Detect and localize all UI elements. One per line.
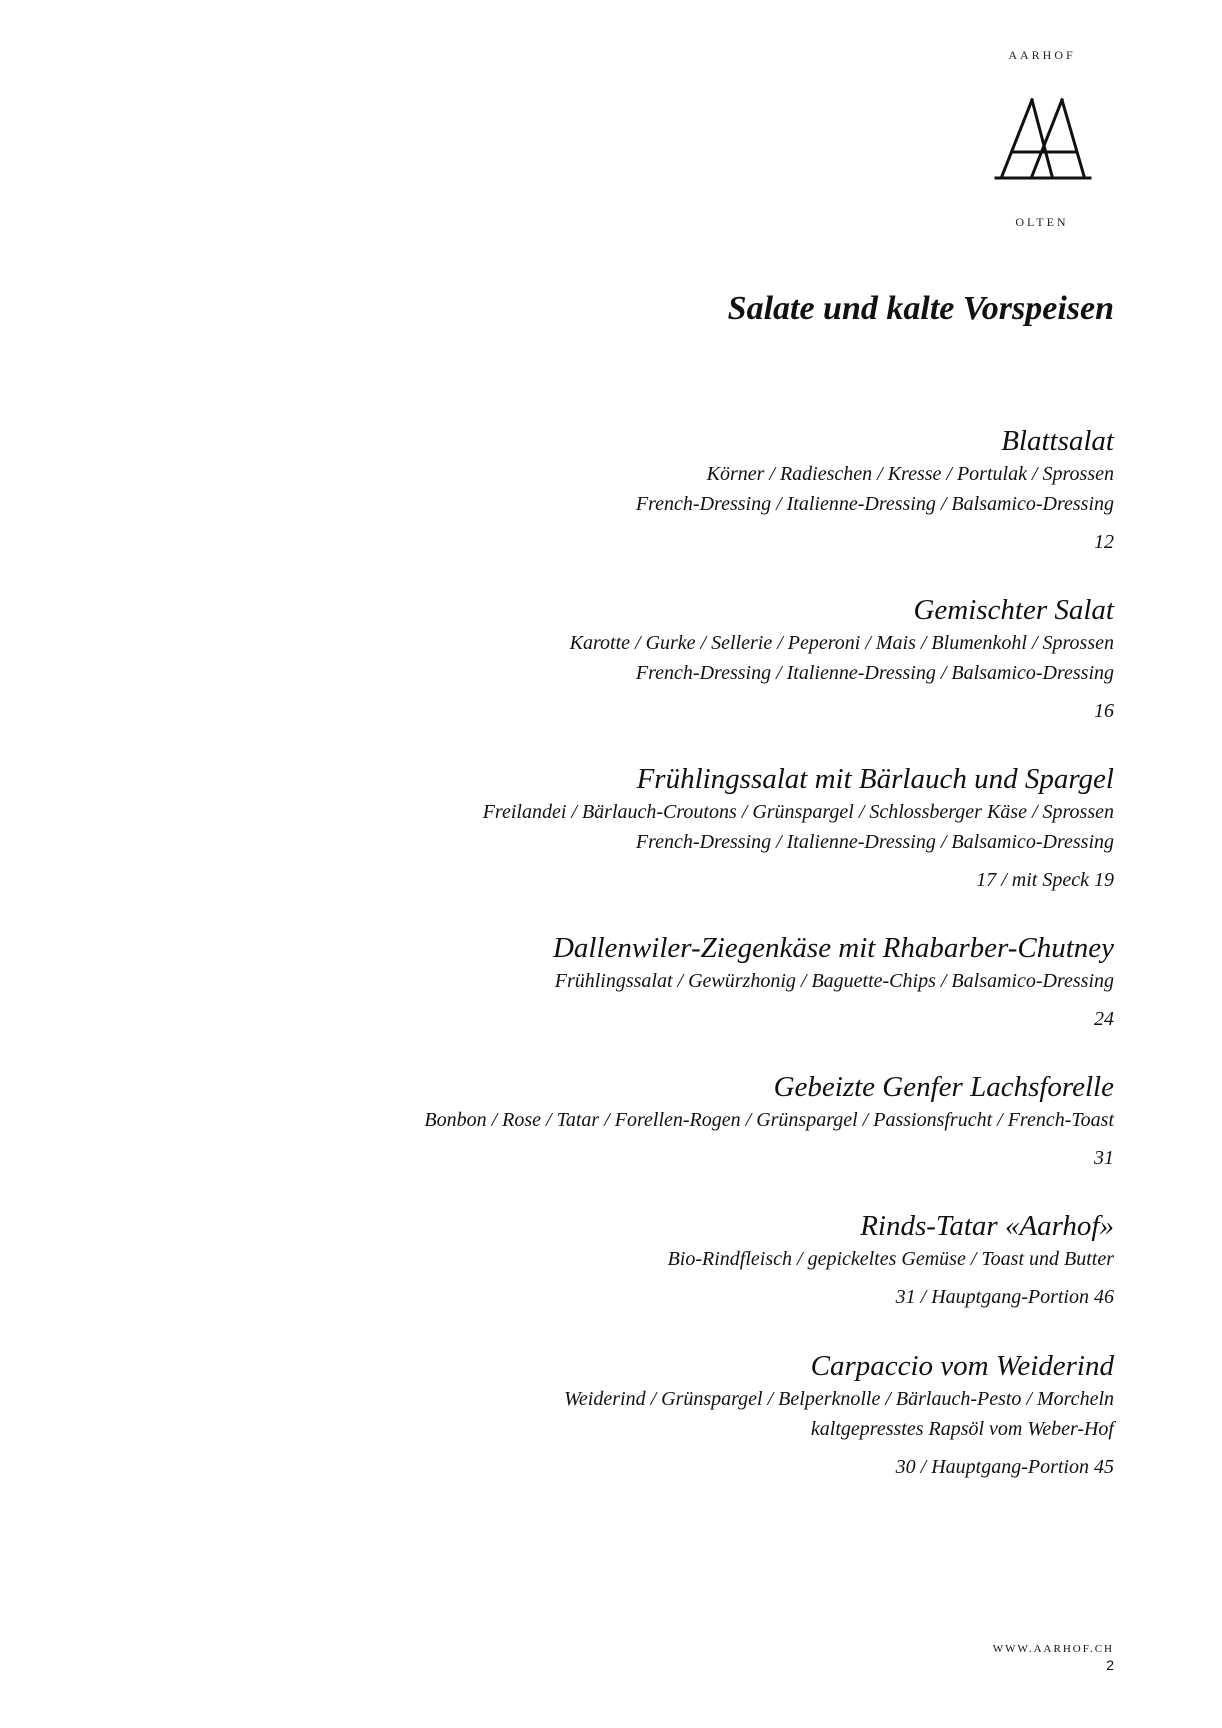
dish-price: 24 bbox=[1094, 1008, 1114, 1030]
menu-item bbox=[214, 1069, 1114, 1208]
dish-description: Bio-Rindfleisch / gepickeltes Gemüse / Toast und Butter bbox=[667, 1248, 1114, 1270]
dish-name: Carpaccio vom Weiderind bbox=[810, 1350, 1114, 1382]
dish-price: 31 bbox=[1094, 1147, 1114, 1169]
dish-description: Freilandei / Bärlauch-Croutons / Grünspargel / Schlossberger Käse / Sprossen bbox=[482, 801, 1114, 823]
dish-name: Gemischter Salat bbox=[913, 594, 1114, 626]
dish-description: French-Dressing / Italienne-Dressing / Balsamico-Dressing bbox=[635, 662, 1114, 684]
menu-item bbox=[214, 761, 1114, 930]
dish-name: Rinds-Tatar «Aarhof» bbox=[860, 1210, 1114, 1242]
dish-price: 31 / Hauptgang-Portion 46 bbox=[895, 1286, 1114, 1308]
dish-description: kaltgepresstes Rapsöl vom Weber-Hof bbox=[810, 1418, 1114, 1440]
dish-description: Bonbon / Rose / Tatar / Forellen-Rogen / Grünspargel / Passionsfrucht / French-Toast bbox=[424, 1109, 1114, 1131]
menu-list bbox=[214, 423, 1114, 1517]
logo-wordmark-aarhof: AARHOF bbox=[1008, 48, 1076, 62]
page-number: 2 bbox=[1106, 1657, 1114, 1673]
dish-price: 16 bbox=[1094, 700, 1114, 722]
dish-description: Weiderind / Grünspargel / Belperknolle / Bärlauch-Pesto / Morcheln bbox=[564, 1388, 1114, 1410]
menu-item bbox=[214, 1348, 1114, 1517]
dish-description: Frühlingssalat / Gewürzhonig / Baguette-Chips / Balsamico-Dressing bbox=[554, 970, 1114, 992]
logo-location-olten: OLTEN bbox=[1015, 215, 1069, 229]
dish-price: 17 / mit Speck 19 bbox=[976, 869, 1114, 891]
menu-item bbox=[214, 423, 1114, 592]
logo-double-a-icon bbox=[992, 94, 1092, 184]
dish-name: Dallenwiler-Ziegenkäse mit Rhabarber-Chutney bbox=[552, 932, 1114, 964]
dish-description: French-Dressing / Italienne-Dressing / Balsamico-Dressing bbox=[635, 831, 1114, 853]
aarhof-logo bbox=[980, 40, 1104, 240]
page-footer bbox=[993, 1641, 1114, 1673]
dish-name: Blattsalat bbox=[1001, 425, 1114, 457]
dish-price: 30 / Hauptgang-Portion 45 bbox=[895, 1456, 1114, 1478]
menu-item bbox=[214, 1208, 1114, 1348]
dish-description: Karotte / Gurke / Sellerie / Peperoni / Mais / Blumenkohl / Sprossen bbox=[569, 632, 1114, 654]
menu-item bbox=[214, 930, 1114, 1069]
dish-name: Gebeizte Genfer Lachsforelle bbox=[773, 1071, 1114, 1103]
section-title: Salate und kalte Vorspeisen bbox=[727, 290, 1114, 327]
website-url: WWW.AARHOF.CH bbox=[992, 1643, 1114, 1655]
dish-price: 12 bbox=[1094, 531, 1114, 553]
menu-item bbox=[214, 592, 1114, 761]
dish-description: French-Dressing / Italienne-Dressing / Balsamico-Dressing bbox=[635, 493, 1114, 515]
dish-description: Körner / Radieschen / Kresse / Portulak / Sprossen bbox=[706, 463, 1114, 485]
dish-name: Frühlingssalat mit Bärlauch und Spargel bbox=[636, 763, 1114, 795]
